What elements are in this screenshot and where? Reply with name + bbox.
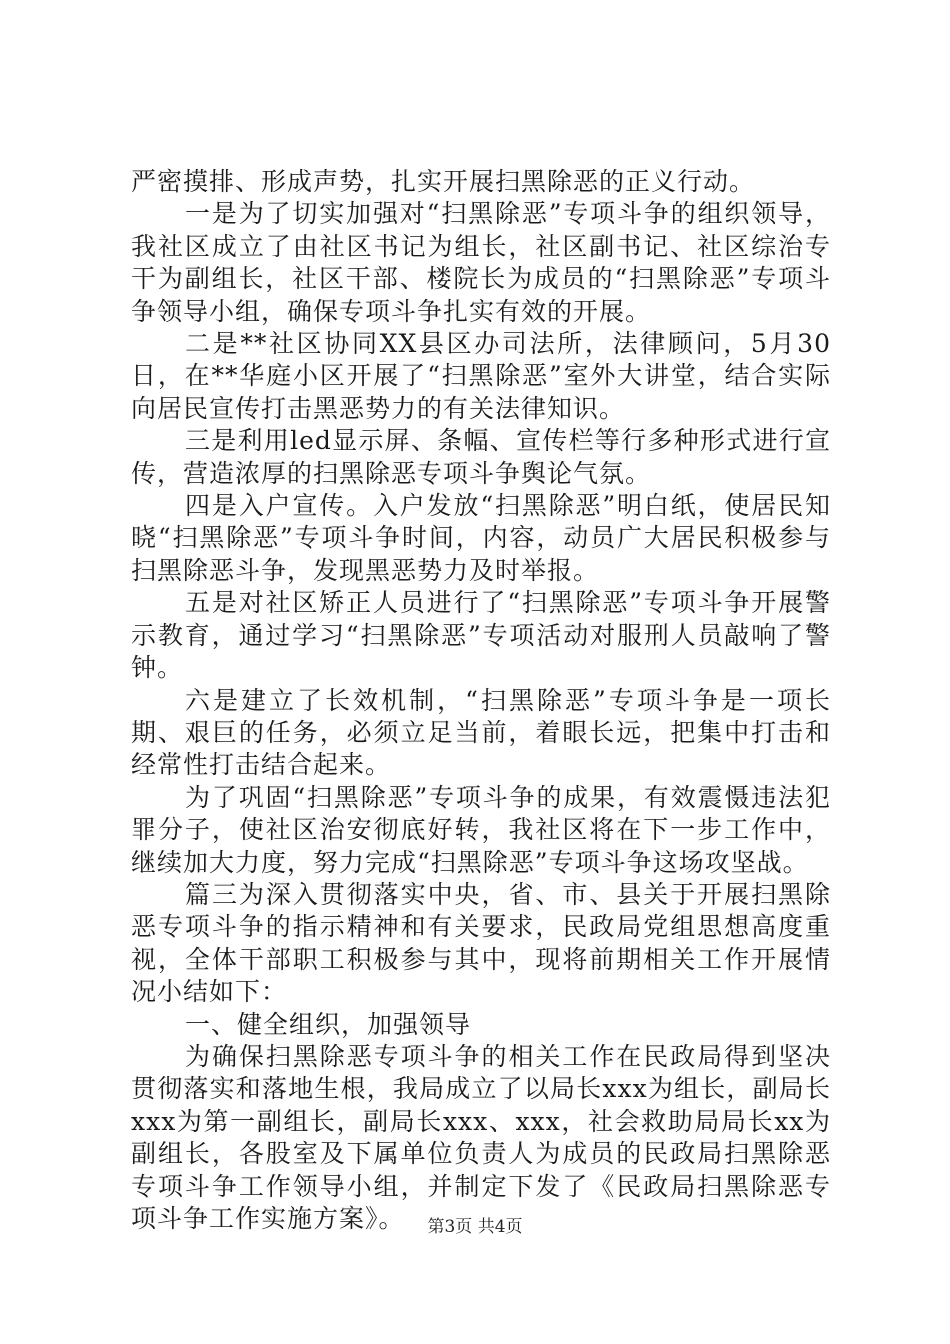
paragraph-section-three-intro: 篇三为深入贯彻落实中央，省、市、县关于开展扫黑除恶专项斗争的指示精神和有关要求，民政局党组思想高度重视，全体干部职工积极参与其中，现将前期相关工作开展情况小结如下：	[131, 879, 831, 1007]
paragraph-item-four: 四是入户宣传。入户发放“扫黑除恶”明白纸，使居民知晓“扫黑除恶”专项斗争时间，内容，动员广大居民积极参与扫黑除恶斗争，发现黑恶势力及时举报。	[131, 491, 831, 585]
paragraph-organization: 为确保扫黑除恶专项斗争的相关工作在民政局得到坚决贯彻落实和落地生根，我局成立了以局长xxx为组长，副局长xxx为第一副组长，副局长xxx、xxx，社会救助局局长xx为副组长，各股室及下属单位负责人为成员的民政局扫黑除恶专项斗争工作领导小组，并制定下发了《民政局扫黑除恶专项斗争工作实施方案》。	[131, 1041, 831, 1233]
section-heading: 一、健全组织，加强领导	[185, 1009, 472, 1039]
paragraph-continuation: 严密摸排、形成声势，扎实开展扫黑除恶的正义行动。	[131, 167, 756, 196]
paragraph-item-one: 一是为了切实加强对“扫黑除恶”专项斗争的组织领导，我社区成立了由社区书记为组长，社区副书记、社区综治专干为副组长，社区干部、楼院长为成员的“扫黑除恶”专项斗争领导小组，确保专项斗争扎实有效的开展。	[131, 199, 831, 326]
paragraph-conclusion: 为了巩固“扫黑除恶”专项斗争的成果，有效震慑违法犯罪分子，使社区治安彻底好转，我社区将在下一步工作中，继续加大力度，努力完成“扫黑除恶”专项斗争这场攻坚战。	[131, 782, 831, 877]
paragraph-item-five: 五是对社区矫正人员进行了“扫黑除恶”专项斗争开展警示教育，通过学习“扫黑除恶”专项活动对服刑人员敲响了警钟。	[131, 588, 831, 683]
paragraph-item-two: 二是**社区协同XX县区办司法所，法律顾问，5月30日，在**华庭小区开展了“扫黑除恶”室外大讲堂，结合实际向居民宣传打击黑恶势力的有关法律知识。	[131, 329, 831, 423]
paragraph-item-three: 三是利用led显示屏、条幅、宣传栏等行多种形式进行宣传，营造浓厚的扫黑除恶专项斗争舆论气氛。	[131, 426, 831, 488]
document-body	[131, 166, 831, 1235]
paragraph-item-six: 六是建立了长效机制，“扫黑除恶”专项斗争是一项长期、艰巨的任务，必须立足当前，着眼长远，把集中打击和经常性打击结合起来。	[131, 685, 831, 780]
page-number-footer: 第3页 共4页	[427, 1217, 523, 1237]
